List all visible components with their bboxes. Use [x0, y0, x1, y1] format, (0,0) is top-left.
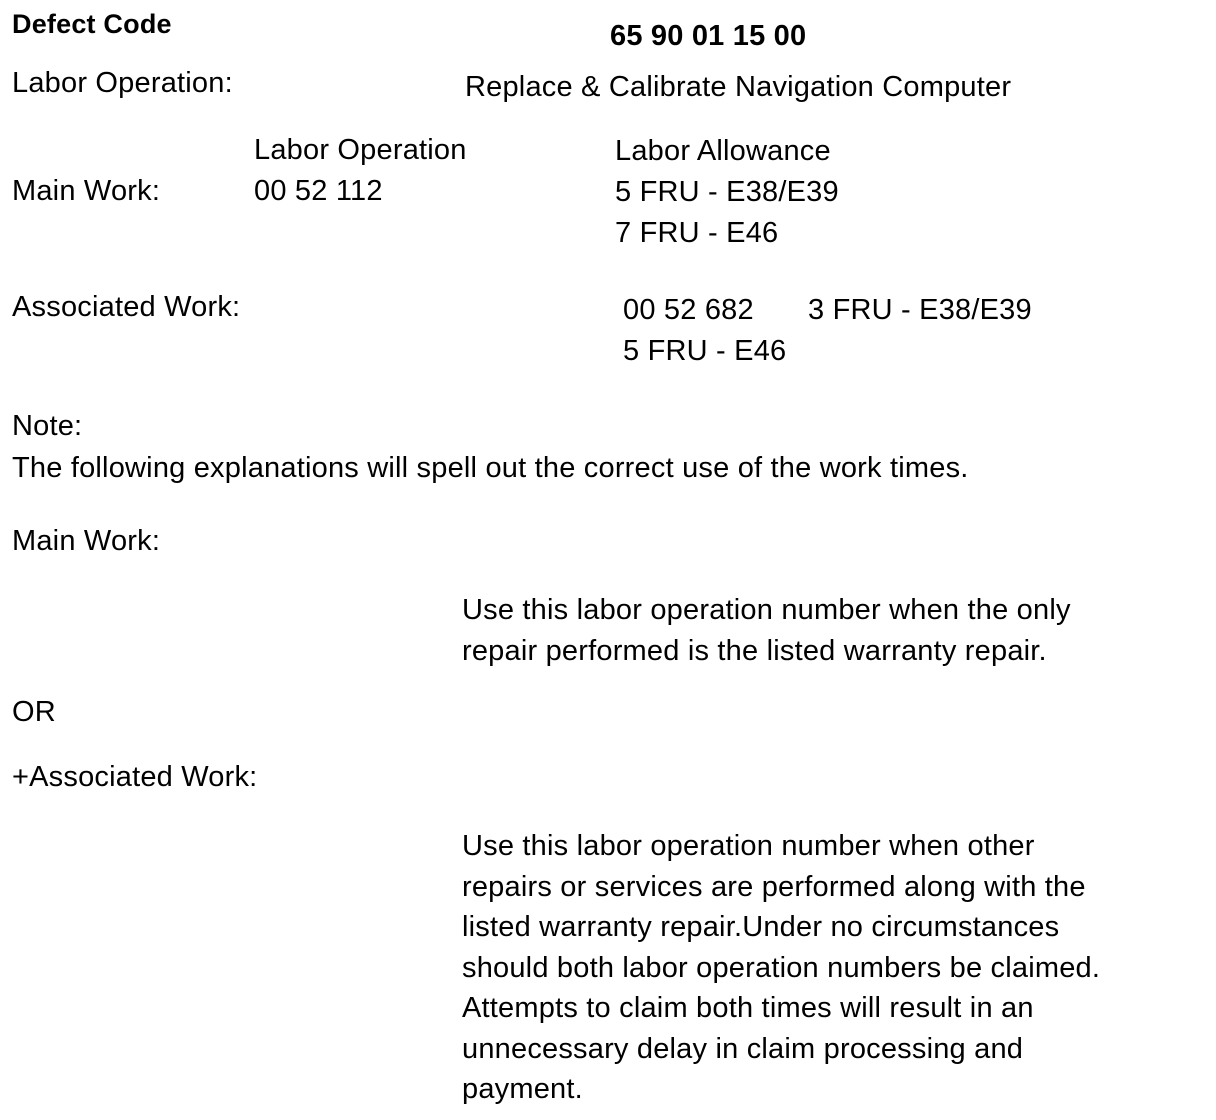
labor-operation-label: Labor Operation: [12, 67, 233, 99]
explanation-main-work-text [462, 590, 1071, 671]
labor-allowance-column-header: Labor Allowance [615, 135, 831, 167]
paragraph-line: Attempts to claim both times will result in an [462, 992, 1034, 1024]
paragraph-line: unnecessary delay in claim processing and [462, 1032, 1024, 1065]
paragraph-line: should both labor operation numbers be claimed. [462, 951, 1101, 984]
paragraph-line: repair performed is the listed warranty repair. [462, 634, 1047, 667]
paragraph-line: listed warranty repair.Under no circumstances [462, 911, 1060, 943]
note-text: The following explanations will spell out the correct use of the work times. [12, 452, 969, 484]
note-label: Note: [12, 410, 83, 442]
main-work-allowances [615, 172, 839, 253]
associated-work-allowance: 5 FRU - E46 [623, 335, 787, 367]
paragraph-line: repairs or services are performed along with the [462, 870, 1086, 903]
paragraph-line: Use this labor operation number when the only [462, 594, 1071, 626]
defect-code-label: Defect Code [12, 9, 172, 39]
explanation-associated-work-text [462, 826, 1100, 1110]
main-work-label: Main Work: [12, 175, 161, 207]
labor-operation-column-header: Labor Operation [254, 134, 467, 166]
explanation-associated-work-label: +Associated Work: [12, 761, 258, 793]
main-work-allowance: 5 FRU - E38/E39 [615, 176, 839, 208]
or-label: OR [12, 696, 56, 728]
associated-work-allowance: 3 FRU - E38/E39 [808, 294, 1032, 326]
explanation-main-work-label: Main Work: [12, 525, 161, 557]
paragraph-line: payment. [462, 1073, 583, 1105]
main-work-operation-number: 00 52 112 [254, 175, 383, 207]
labor-operation-value: Replace & Calibrate Navigation Computer [465, 71, 1012, 103]
paragraph-line: Use this labor operation number when other [462, 830, 1035, 862]
main-work-allowance: 7 FRU - E46 [615, 216, 779, 249]
defect-code-value: 65 90 01 15 00 [610, 20, 807, 52]
associated-work-operation-number: 00 52 682 [623, 294, 754, 326]
associated-work-label: Associated Work: [12, 291, 241, 323]
